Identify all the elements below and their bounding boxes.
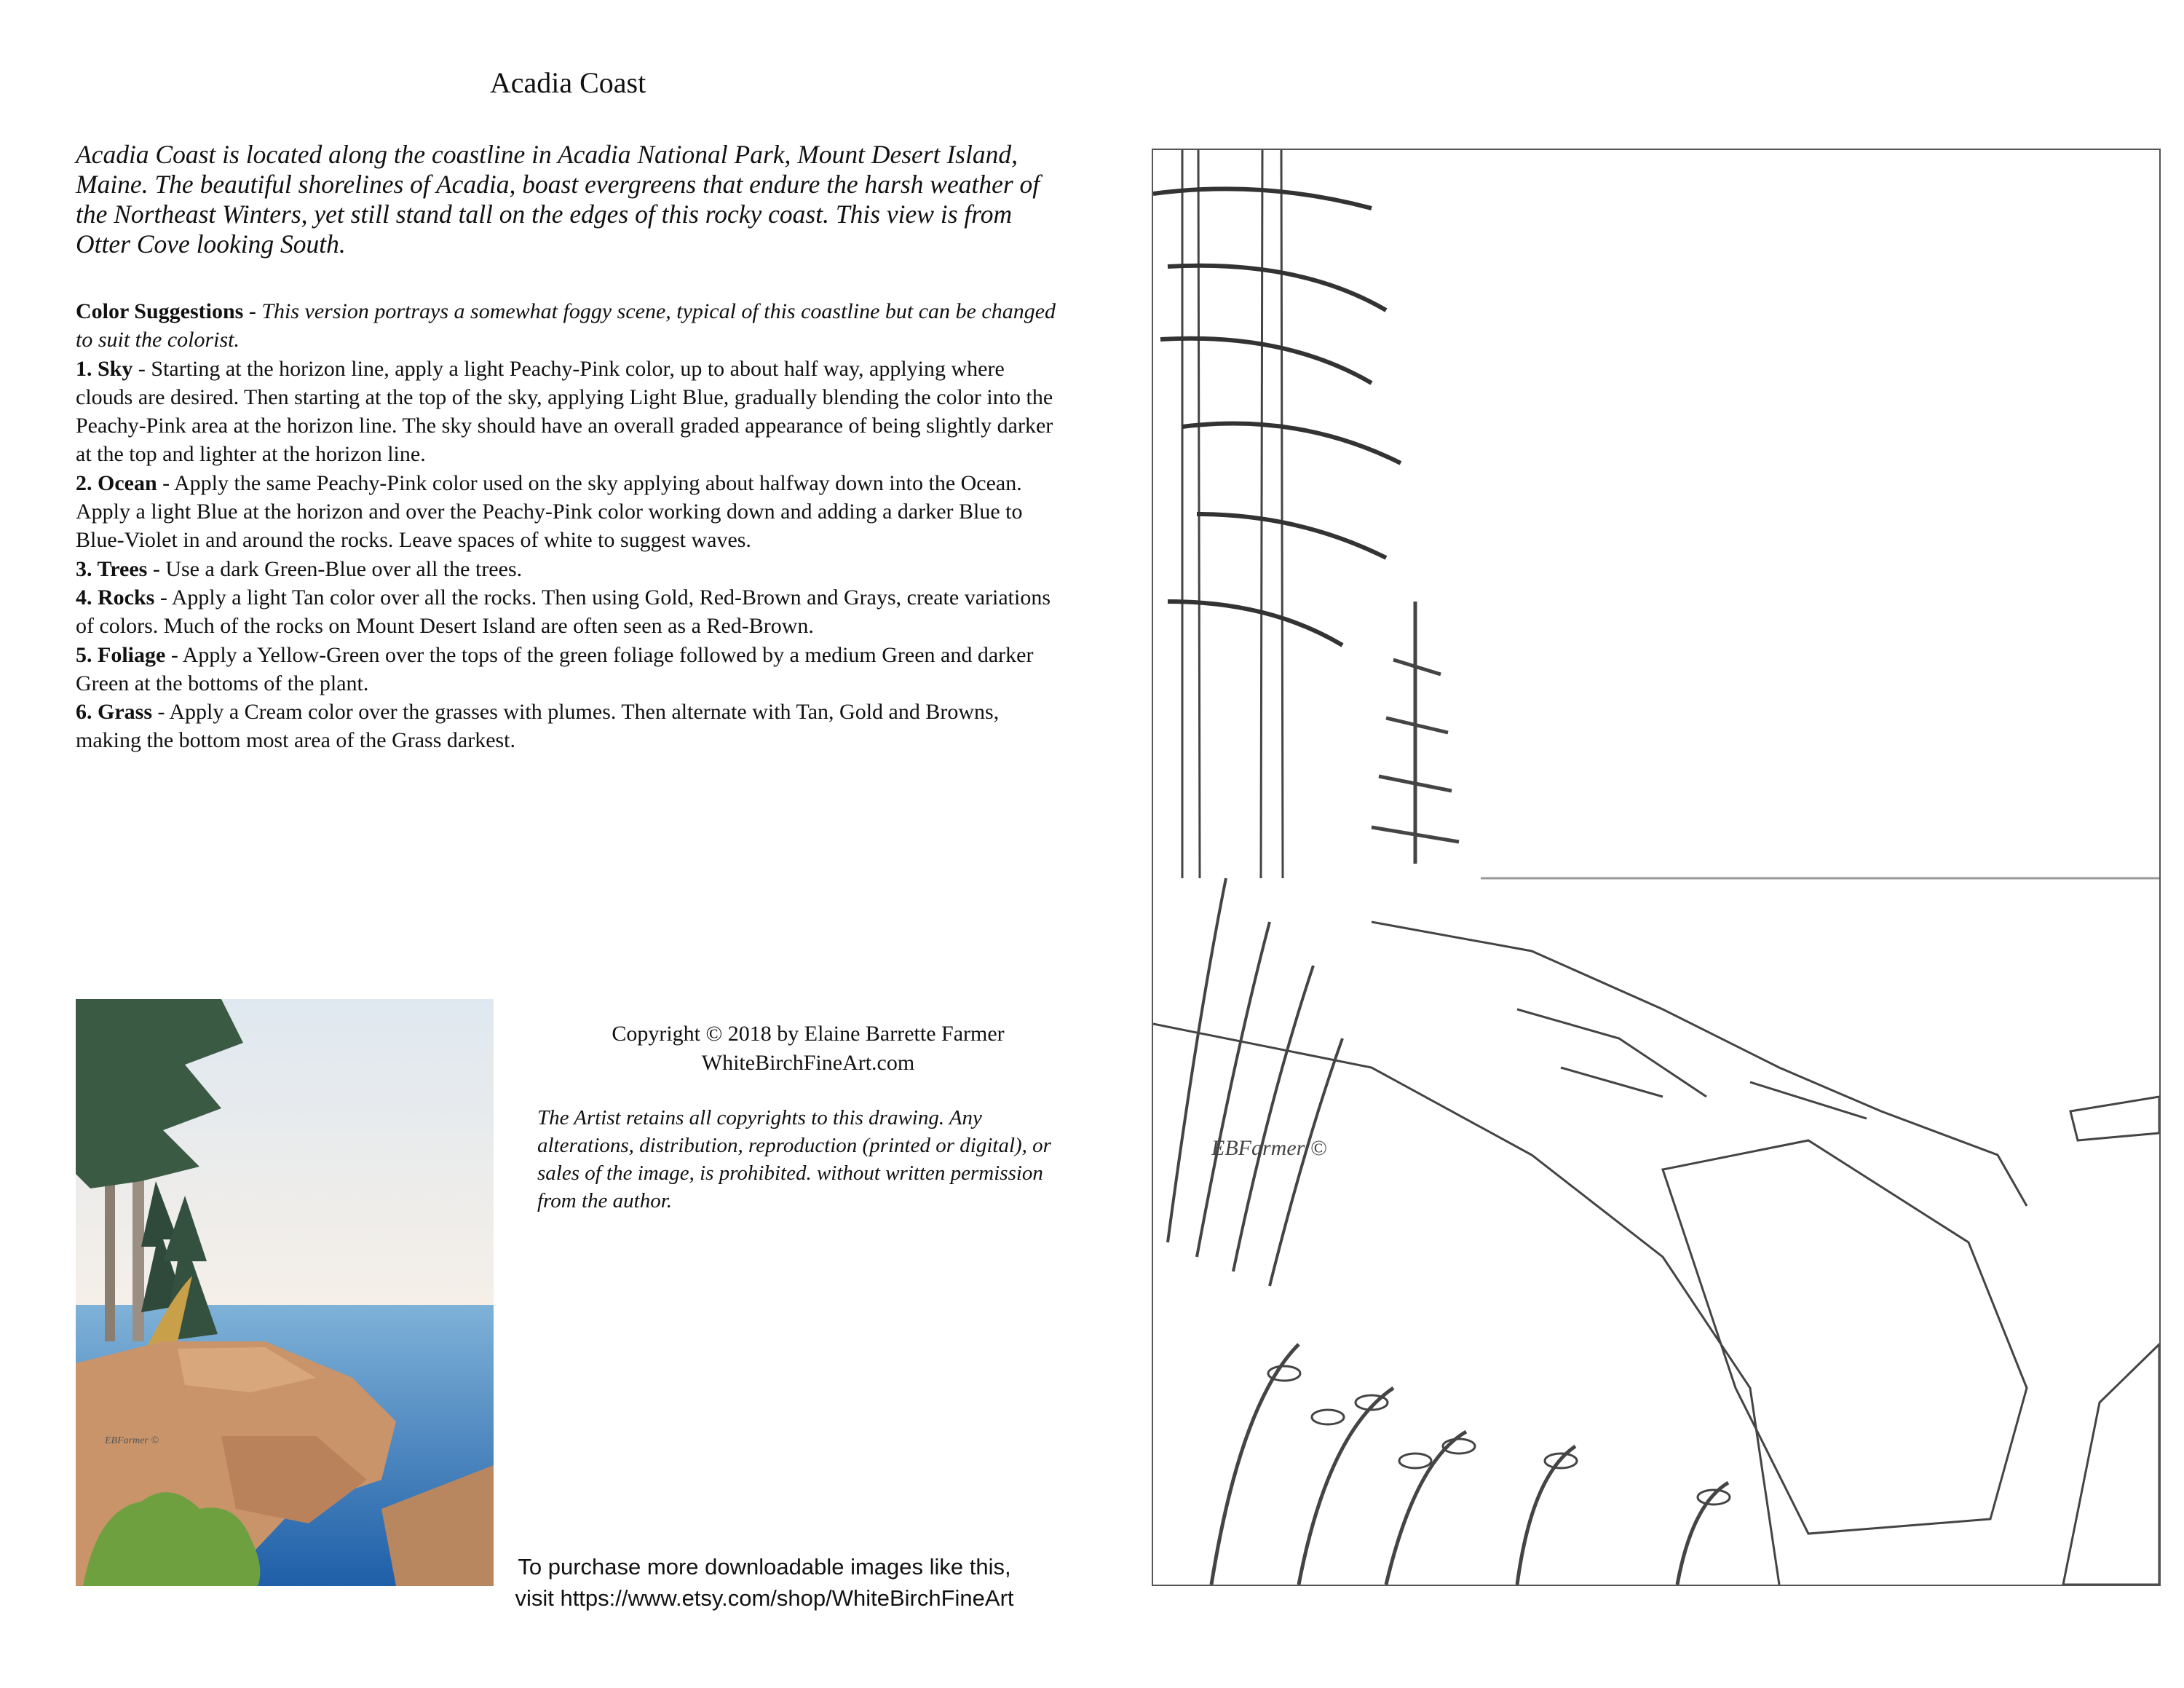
etsy-shop-link[interactable]: visit https://www.etsy.com/shop/WhiteBirchFineArt [515, 1585, 1014, 1611]
suggestion-text: Apply the same Peachy-Pink color used on the sky applying about halfway down into the Ocean. Apply a light Blue at the horizon and over the Peachy-Pink color working down and adding a darker Blue to Blue-Violet in and around the rocks. Leave spaces of white to suggest waves. [76, 470, 1023, 553]
sketch-signature: EBFarmer © [1211, 1136, 1327, 1160]
line-art-drawing [1152, 149, 2161, 1586]
sketch-tree-trunk [1261, 150, 1283, 878]
suggestion-label: 4. Rocks [76, 585, 155, 610]
purchase-line: To purchase more downloadable images like this, [518, 1554, 1011, 1579]
suggestion-label: 3. Trees [76, 556, 148, 581]
colored-scene [76, 999, 494, 1586]
sketch-small-tree [1372, 602, 1459, 864]
sketch-leaf [1268, 1366, 1300, 1381]
sketch-rock [1517, 1009, 1867, 1119]
sketch-tree-branches [1153, 189, 1401, 645]
suggestion-item-grass: 6. Grass - Apply a Cream color over the grasses with plumes. Then alternate with Tan, Gold and Browns, making the bottom most area of the Grass darkest. [76, 700, 1000, 753]
color-suggestions-heading: Color Suggestions [76, 299, 244, 323]
suggestion-item-rocks: 4. Rocks - Apply a light Tan color over all the rocks. Then using Gold, Red-Brown and Grays, create variations of colors. Much of the rocks on Mount Desert Island are often seen as a Red-Brown. [76, 585, 1051, 639]
copyright-block [553, 1019, 1063, 1078]
sketch-rock [1153, 1024, 1779, 1585]
color-suggestions-note: This version portrays a somewhat foggy scene, typical of this coastline but can be changed to suit the colorist. [76, 299, 1056, 352]
sketch-leaf [1399, 1454, 1431, 1468]
suggestion-label: 2. Ocean [76, 470, 157, 495]
color-suggestions-header: Color Suggestions - This version portrays a somewhat foggy scene, typical of this coastline but can be changed to suit the colorist. [76, 299, 1056, 352]
suggestion-item-foliage: 5. Foliage - Apply a Yellow-Green over the tops of the green foliage followed by a medium Green and darker Green at the bottoms of the plant. [76, 642, 1034, 695]
suggestion-text: Apply a Yellow-Green over the tops of the green foliage followed by a medium Green and darker Green at the bottoms of the plant. [76, 642, 1034, 695]
suggestion-item-trees: 3. Trees - Use a dark Green-Blue over all the trees. [76, 556, 523, 581]
suggestion-text: Use a dark Green-Blue over all the trees. [165, 556, 523, 581]
sketch-leaf [1312, 1410, 1344, 1424]
sketch-scene [1153, 150, 2159, 1585]
copyright-line: Copyright © 2018 by Elaine Barrette Farmer [612, 1022, 1005, 1046]
suggestion-text: Starting at the horizon line, apply a light Peachy-Pink color, up to about half way, applying where clouds are desired. Then starting at the top of the sky, applying Light Blue, gradually blending the color into the Peachy-Pink area at the horizon line. The sky should have an overall graded appearance of being slightly darker at the top and lighter at the horizon line. [76, 356, 1053, 467]
thumb-signature: EBFarmer © [105, 1435, 159, 1446]
sketch-rock [2070, 1097, 2159, 1140]
suggestion-text: Apply a Cream color over the grasses with plumes. Then alternate with Tan, Gold and Browns, making the bottom most area of the Grass darkest. [76, 700, 1000, 753]
sketch-rock [2063, 1344, 2159, 1585]
suggestion-item-ocean: 2. Ocean - Apply the same Peachy-Pink color used on the sky applying about halfway down into the Ocean. Apply a light Blue at the horizon and over the Peachy-Pink color working down and adding a darker Blue to Blue-Violet in and around the rocks. Leave spaces of white to suggest waves. [76, 470, 1023, 553]
purchase-info [466, 1551, 1063, 1614]
intro-paragraph: Acadia Coast is located along the coastline in Acadia National Park, Mount Desert Island, Maine. The beautiful shorelines of Acadia, boast evergreens that endure the harsh weather of the Northeast Winters, yet still stand tall on the edges of this rocky coast. This view is from Otter Cove looking South. [76, 140, 1040, 259]
suggestion-label: 6. Grass [76, 700, 152, 725]
rights-notice: The Artist retains all copyrights to this drawing. Any alterations, distribution, reproduction (printed or digital), or sales of the image, is prohibited. without written permission from the author. [537, 1106, 1051, 1212]
suggestion-label: 5. Foliage [76, 642, 166, 667]
suggestion-item-sky: 1. Sky - Starting at the horizon line, apply a light Peachy-Pink color, up to about half way, applying where clouds are desired. Then starting at the top of the sky, applying Light Blue, gradually blending the color into the Peachy-Pink area at the horizon line. The sky should have an overall graded appearance of being slightly darker at the top and lighter at the horizon line. [76, 356, 1053, 467]
suggestion-label: 1. Sky [76, 356, 133, 381]
suggestion-text: Apply a light Tan color over all the rocks. Then using Gold, Red-Brown and Grays, create variations of colors. Much of the rocks on Mount Desert Island are often seen as a Red-Brown. [76, 585, 1051, 639]
document-title: Acadia Coast [489, 66, 646, 99]
sketch-grass [1168, 878, 1342, 1286]
color-suggestions [76, 297, 1066, 755]
colored-reference-image [76, 999, 494, 1586]
website-link[interactable]: WhiteBirchFineArt.com [701, 1051, 915, 1075]
